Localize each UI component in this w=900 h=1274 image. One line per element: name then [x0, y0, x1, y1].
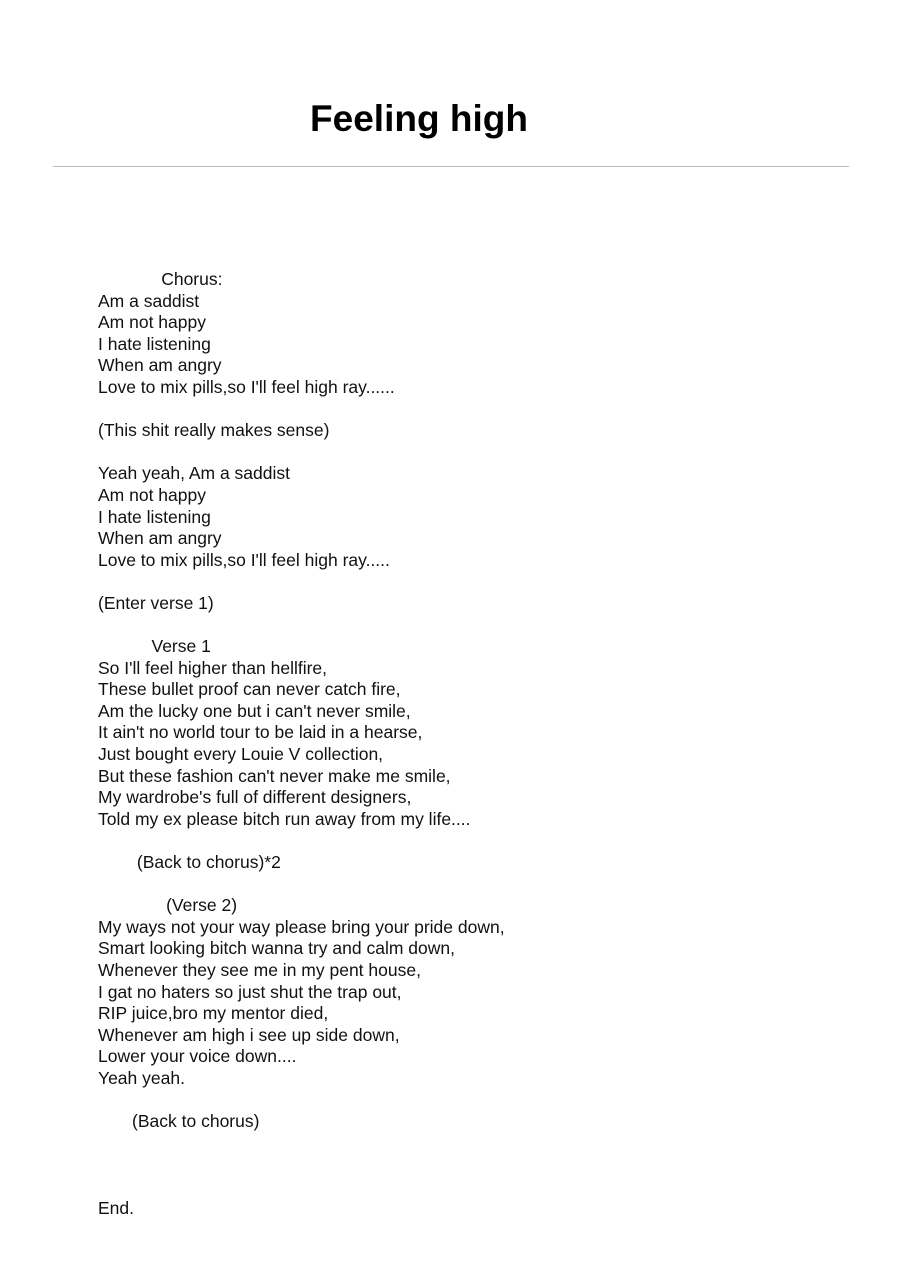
blank-line	[98, 1090, 858, 1112]
lyric-line: These bullet proof can never catch fire,	[98, 679, 401, 700]
lyric-line: Am a saddist	[98, 290, 200, 311]
lyric-line: Yeah yeah, Am a saddist	[98, 463, 290, 484]
lyric-line: Lower your voice down....	[98, 1046, 297, 1067]
lyric-line: My ways not your way please bring your pride down,	[98, 916, 505, 937]
lyric-line: Am not happy	[98, 484, 206, 505]
lyrics-body	[98, 269, 858, 1219]
blank-line	[98, 1154, 858, 1176]
lyric-line: So I'll feel higher than hellfire,	[98, 657, 328, 678]
lyric-line: Whenever am high i see up side down,	[98, 1024, 400, 1045]
lyric-line: (Enter verse 1)	[98, 592, 214, 613]
blank-line	[98, 615, 858, 637]
blank-line	[98, 874, 858, 896]
lyric-line: Whenever they see me in my pent house,	[98, 960, 421, 980]
document-title: Feeling high	[310, 98, 528, 139]
lyric-line: (This shit really makes sense)	[98, 420, 330, 441]
lyric-line: (Back to chorus)*2	[98, 852, 281, 873]
lyric-line: I hate listening	[98, 506, 211, 527]
lyric-line: Chorus:	[98, 269, 223, 289]
lyric-line: I hate listening	[98, 333, 211, 354]
lyric-line: Love to mix pills,so I'll feel high ray.....	[98, 549, 390, 570]
lyric-line: Verse 1	[98, 636, 211, 657]
lyric-line: Yeah yeah.	[98, 1067, 185, 1088]
lyric-line: Am not happy	[98, 312, 206, 333]
lyric-line: When am angry	[98, 528, 222, 549]
lyric-line: Told my ex please bitch run away from my life....	[98, 808, 471, 829]
lyric-line: It ain't no world tour to be laid in a hearse,	[98, 722, 423, 743]
lyric-line: End.	[98, 1197, 134, 1218]
blank-line	[98, 1133, 858, 1155]
lyric-line: RIP juice,bro my mentor died,	[98, 1003, 329, 1024]
lyric-line: But these fashion can't never make me smile,	[98, 765, 451, 786]
lyric-line: Love to mix pills,so I'll feel high ray......	[98, 376, 395, 397]
blank-line	[98, 399, 858, 421]
lyric-line: Just bought every Louie V collection,	[98, 744, 384, 765]
lyric-line: I gat no haters so just shut the trap out,	[98, 981, 402, 1002]
blank-line	[98, 571, 858, 593]
title-divider	[53, 166, 849, 167]
lyric-line: My wardrobe's full of different designers,	[98, 787, 412, 808]
lyric-line: Smart looking bitch wanna try and calm down,	[98, 938, 455, 959]
lyric-line: (Verse 2)	[98, 895, 238, 916]
blank-line	[98, 830, 858, 852]
blank-line	[98, 1176, 858, 1198]
lyric-line: Am the lucky one but i can't never smile,	[98, 700, 411, 721]
lyric-line: When am angry	[98, 355, 222, 376]
lyric-line: (Back to chorus)	[98, 1111, 260, 1132]
blank-line	[98, 442, 858, 464]
